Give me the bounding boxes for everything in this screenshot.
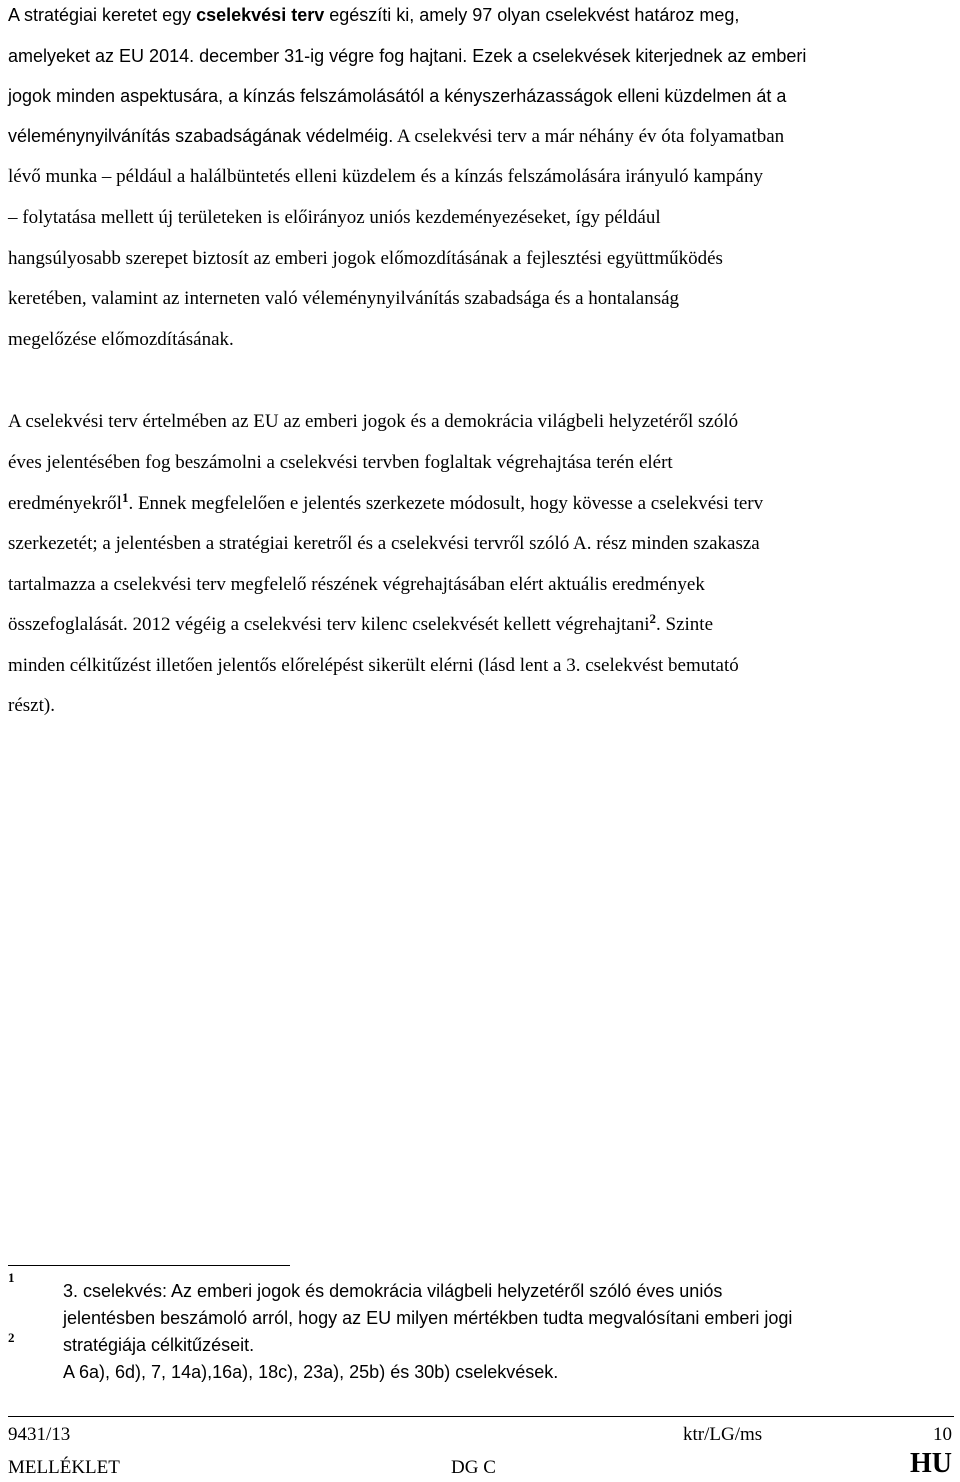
line-4-sans: véleménynyilvánítás szabadságának védelméig. bbox=[8, 126, 394, 146]
initials: ktr/LG/ms bbox=[683, 1424, 763, 1445]
paragraph-2-line-5: tartalmazza a cselekvési terv megfelelő részének végrehajtásában elért aktuális eredmények bbox=[8, 574, 705, 595]
footnote-separator bbox=[8, 1265, 290, 1266]
paragraph-1-line-5: lévő munka – például a halálbüntetés elleni küzdelem és a kínzás felszámolására irányuló kampány bbox=[8, 166, 763, 187]
paragraph-2-line-1: A cselekvési terv értelmében az EU az emberi jogok és a demokrácia világbeli helyzetéről szóló bbox=[8, 411, 739, 432]
footnote-2-mark: 2 bbox=[8, 1330, 15, 1345]
line-6-suffix: . Szinte bbox=[656, 614, 714, 635]
paragraph-1-line-2: amelyeket az EU 2014. december 31-ig végre fog hajtani. Ezek a cselekvések kiterjednek az emberi bbox=[8, 46, 807, 66]
paragraph-2-line-2: éves jelentésében fog beszámolni a cselekvési tervben foglaltak végrehajtása terén elért bbox=[8, 452, 673, 473]
footnote-1-mark: 1 bbox=[8, 1270, 15, 1285]
paragraph-2-line-4: szerkezetét; a jelentésben a stratégiai keretről és a cselekvési tervről szóló A. rész minden szakasza bbox=[8, 533, 760, 554]
language-code: HU bbox=[910, 1448, 952, 1479]
footnote-2-line-1: A 6a), 6d), 7, 14a),16a), 18c), 23a), 25b) és 30b) cselekvések. bbox=[63, 1362, 559, 1382]
paragraph-1-line-3: jogok minden aspektusára, a kínzás felszámolásától a kényszerházasságok elleni küzdelmen át a bbox=[8, 86, 787, 106]
doc-number: 9431/13 bbox=[8, 1424, 71, 1445]
paragraph-1-line-4 bbox=[8, 126, 784, 148]
paragraph-2-line-3 bbox=[8, 490, 764, 515]
paragraph-2-line-6 bbox=[8, 611, 714, 636]
footnote-1-line-3: stratégiája célkitűzéseit. bbox=[63, 1335, 255, 1355]
dg-label: DG C bbox=[451, 1457, 496, 1478]
footnote-1-line-2: jelentésben beszámoló arról, hogy az EU milyen mértékben tudta megvalósítani emberi jogi bbox=[63, 1308, 793, 1328]
bold-term: cselekvési terv bbox=[196, 5, 325, 25]
paragraph-1-line-8: keretében, valamint az interneten való véleménynyilvánítás szabadsága és a hontalanság bbox=[8, 288, 680, 309]
line-6-prefix: összefoglalását. 2012 végéig a cselekvési terv kilenc cselekvését kellett végrehajtani bbox=[8, 614, 650, 635]
paragraph-1-line-7: hangsúlyosabb szerepet biztosít az emberi jogok előmozdításának a fejlesztési együttműködés bbox=[8, 248, 723, 269]
paragraph-1-line-1 bbox=[8, 5, 739, 26]
line-3-prefix: eredményekről bbox=[8, 493, 122, 514]
page-number: 10 bbox=[933, 1424, 952, 1445]
footnote-1-line-1: 3. cselekvés: Az emberi jogok és demokrácia világbeli helyzetéről szóló éves uniós bbox=[63, 1281, 723, 1301]
line-1-suffix: egészíti ki, amely 97 olyan cselekvést határoz meg, bbox=[324, 5, 740, 25]
paragraph-1-line-6: – folytatása mellett új területeken is előirányoz uniós kezdeményezéseket, így például bbox=[8, 207, 661, 228]
paragraph-1-line-9: megelőzése előmozdításának. bbox=[8, 329, 234, 350]
line-1-prefix: A stratégiai keretet egy bbox=[8, 5, 197, 25]
annex-label: MELLÉKLET bbox=[8, 1457, 120, 1478]
line-3-suffix: . Ennek megfelelően e jelentés szerkezete módosult, hogy kövesse a cselekvési terv bbox=[128, 493, 764, 514]
footnote-ref-2[interactable]: 2 bbox=[649, 611, 657, 626]
paragraph-2-line-7: minden célkitűzést illetően jelentős előrelépést sikerült elérni (lásd lent a 3. cselekvést bemutató bbox=[8, 655, 739, 676]
footer-separator bbox=[8, 1416, 954, 1417]
footnote-ref-1[interactable]: 1 bbox=[121, 490, 129, 505]
line-4-serif: A cselekvési terv a már néhány év óta folyamatban bbox=[393, 126, 785, 147]
paragraph-2-line-8: részt). bbox=[8, 695, 55, 716]
